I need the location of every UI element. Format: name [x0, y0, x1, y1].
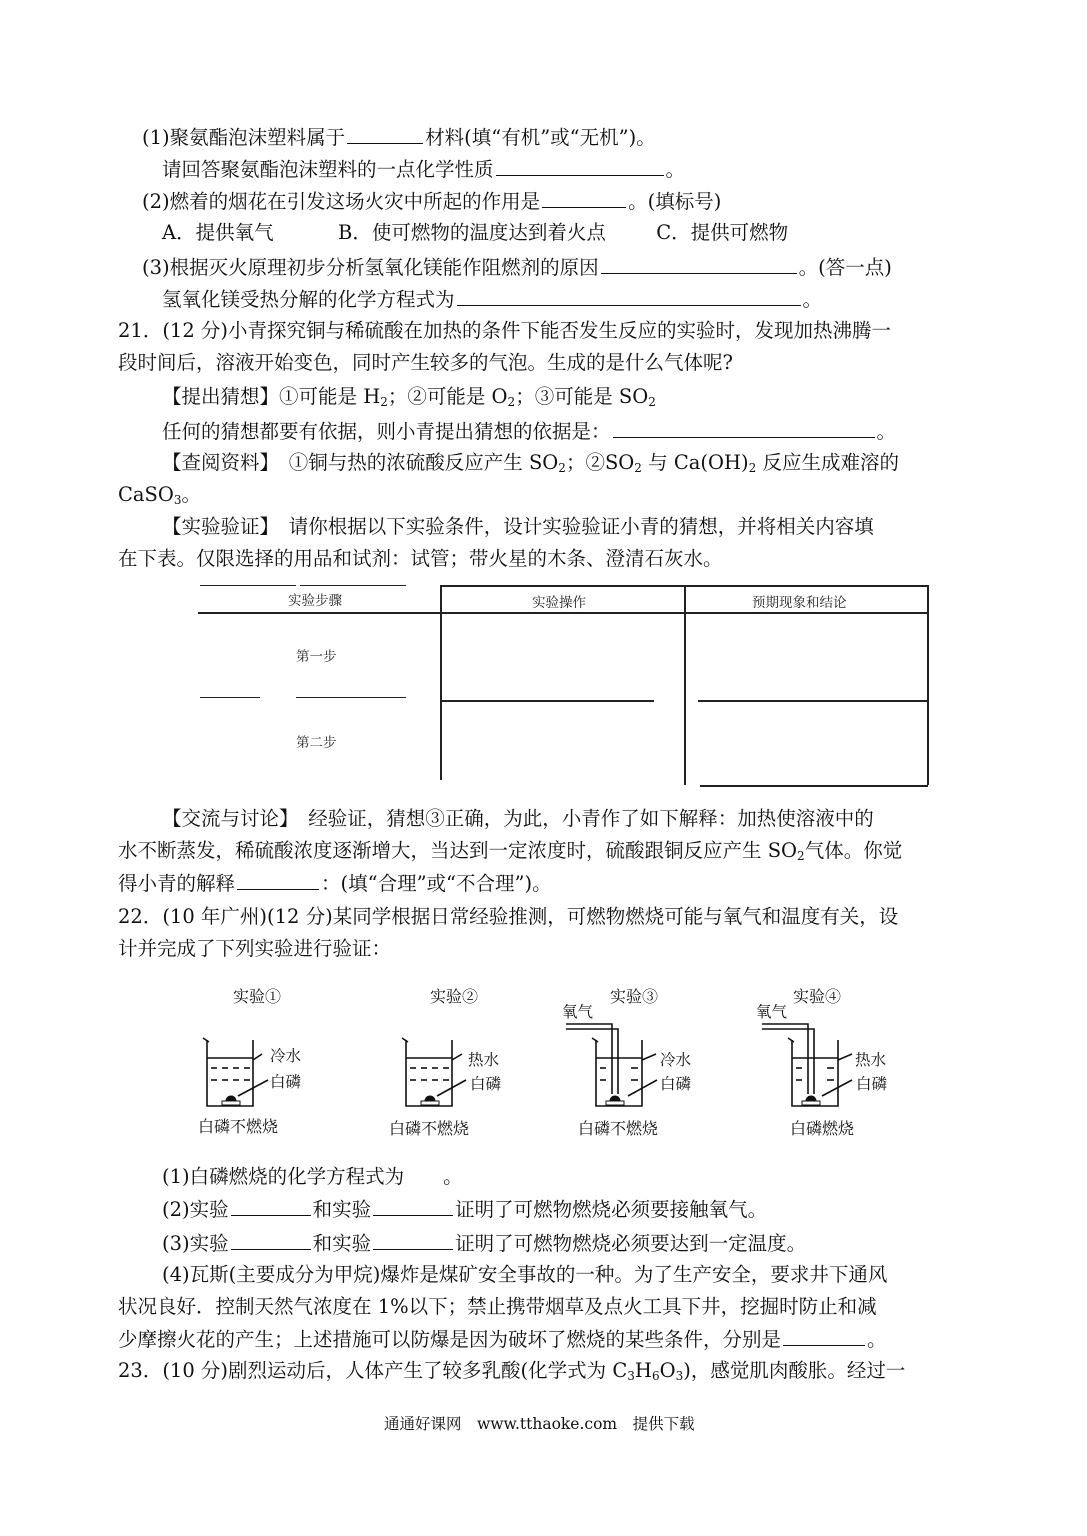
exp1-result: 白磷不燃烧 — [198, 1117, 279, 1136]
table-step-2: 第二步 — [296, 735, 337, 751]
option-b: B．使可燃物的温度达到着火点 — [338, 221, 606, 244]
q21-basis: 任何的猜想都要有依据，则小青提出猜想的依据是： 。 — [162, 420, 897, 443]
q23-stem-1: 23．(10 分)剧烈运动后，人体产生了较多乳酸(化学式为 $C_3H_6O_3$)，感觉肌肉酸胀。经过一 — [118, 1359, 906, 1383]
exp3-result: 白磷不燃烧 — [578, 1119, 659, 1138]
q20-line-5: (3)根据灭火原理初步分析氢氧化镁能作阻燃剂的原因 。(答一点) — [142, 256, 892, 279]
q22-part-2: (2)实验 和实验 证明了可燃物燃烧必须要接触氧气。 — [162, 1198, 768, 1221]
table-header-result: 预期现象和结论 — [752, 595, 847, 611]
exp2-water-label: 热水 — [468, 1051, 500, 1069]
option-c: C．提供可燃物 — [656, 221, 789, 244]
q21-experiment-1: 【实验验证】 请你根据以下实验条件，设计实验验证小青的猜想，并将相关内容填 — [162, 515, 874, 538]
exp4-result: 白磷燃烧 — [790, 1119, 855, 1138]
q21-stem-2: 段时间后，溶液开始变色，同时产生较多的气泡。生成的是什么气体呢? — [118, 351, 733, 374]
q22-part-1: (1)白磷燃烧的化学方程式为 。 — [162, 1165, 463, 1188]
exp4-gas-label: 氧气 — [756, 1003, 788, 1021]
exp4-water-label: 热水 — [855, 1051, 887, 1069]
page-footer: 通通好课网 www.tthaoke.com 提供下载 — [384, 1415, 695, 1433]
q20-line-6: 氢氧化镁受热分解的化学方程式为 。 — [162, 288, 823, 311]
exp2-title: 实验② — [430, 987, 479, 1006]
q20-line-1: (1)聚氨酯泡沫塑料属于 材料(填“有机”或“无机”)。 — [142, 126, 656, 149]
q21-experiment-2: 在下表。仅限选择的用品和试剂：试管；带火星的木条、澄清石灰水。 — [118, 547, 723, 570]
q21-stem-1: 21．(12 分)小青探究铜与稀硫酸在加热的条件下能否发生反应的实验时，发现加热沸腾一 — [118, 319, 892, 342]
answer-blank[interactable] — [373, 1196, 453, 1216]
q21-discussion-3: 得小青的解释 ：(填“合理”或“不合理”)。 — [118, 872, 552, 895]
q22-stem-2: 计并完成了下列实验进行验证： — [118, 937, 392, 960]
exp4-title: 实验④ — [793, 987, 842, 1006]
q20-line-3: (2)燃着的烟花在引发这场火灾中所起的作用是 。(填标号) — [142, 190, 722, 213]
q20-line-2: 请回答聚氨酯泡沫塑料的一点化学性质 。 — [162, 158, 686, 181]
option-a: A．提供氧气 — [162, 221, 274, 244]
q22-part-4-line-1: (4)瓦斯(主要成分为甲烷)爆炸是煤矿安全事故的一种。为了生产安全，要求井下通风 — [162, 1263, 888, 1286]
exp4-solid-label: 白磷 — [856, 1075, 888, 1093]
q22-part-4-line-2: 状况良好．控制天然气浓度在 1%以下；禁止携带烟草及点火工具下井，挖掘时防止和减 — [118, 1295, 877, 1318]
exp3-solid-label: 白磷 — [660, 1075, 692, 1093]
exp3-gas-label: 氧气 — [562, 1003, 594, 1021]
exp2-result: 白磷不燃烧 — [389, 1119, 470, 1138]
exp1-water-label: 冷水 — [270, 1047, 302, 1065]
answer-blank[interactable] — [231, 1230, 311, 1250]
table-header-step: 实验步骤 — [288, 593, 342, 609]
table-step-1: 第一步 — [296, 649, 337, 665]
q21-reference-2: CaSO$_3$。 — [118, 483, 202, 507]
q21-discussion-1: 【交流与讨论】 经验证，猜想③正确，为此，小青作了如下解释：加热使溶液中的 — [162, 807, 874, 830]
answer-blank[interactable] — [231, 1196, 311, 1216]
q22-part-4-line-3: 少摩擦火花的产生；上述措施可以防爆是因为破坏了燃烧的某些条件，分别是 。 — [118, 1328, 887, 1351]
exp3-water-label: 冷水 — [660, 1051, 692, 1069]
q21-reference: 【查阅资料】 ①铜与热的浓硫酸反应产生 $SO_2$；$②SO_2$ 与 $Ca(OH)_2$ 反应生成难溶的 — [162, 451, 899, 475]
exp1-title: 实验① — [233, 987, 282, 1006]
q21-hypothesis: 【提出猜想】①可能是 $H_2$；②可能是 $O_2$；③可能是 $SO_2$ — [162, 385, 656, 409]
table-header-operation: 实验操作 — [532, 595, 586, 611]
answer-blank[interactable] — [373, 1230, 453, 1250]
q21-discussion-2: 水不断蒸发，稀硫酸浓度逐渐增大，当达到一定浓度时，硫酸跟铜反应产生 $SO_2$气体。你觉 — [118, 839, 903, 863]
q22-part-3: (3)实验 和实验 证明了可燃物燃烧必须要达到一定温度。 — [162, 1232, 807, 1255]
exp3-title: 实验③ — [610, 987, 659, 1006]
q22-stem-1: 22．(10 年广州)(12 分)某同学根据日常经验推测，可燃物燃烧可能与氧气和温度有关，设 — [118, 905, 899, 928]
answer-blank[interactable] — [783, 1326, 865, 1346]
exp1-solid-label: 白磷 — [270, 1073, 302, 1091]
exp2-solid-label: 白磷 — [470, 1075, 502, 1093]
